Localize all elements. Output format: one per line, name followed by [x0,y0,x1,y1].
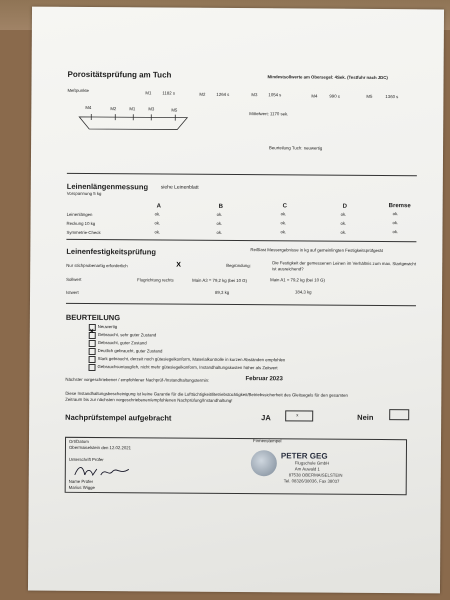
disclaimer-line-1: Diese Instandhaltungsbescheinigung ist keine Garantie für die Lufttüchtigkeit/Betriebstüchtigkeit/Betriebssicherheit des Gleitsegels für den gesamten [65,390,348,398]
col-brake: Bremse [388,203,411,210]
option-checkbox-good[interactable] [89,340,96,347]
line-length-title: Leinenlängenmessung [66,181,149,192]
cell: ok. [216,211,223,217]
cloth-assessment: Beurteilung Tuch: neuwertig [269,145,323,151]
option-label: Deutlich gebraucht, guter Zustand [97,348,163,354]
cell: ok. [392,220,399,226]
option-label: Gebraucht, guter Zustand [97,340,147,346]
cell: ok. [340,220,347,226]
min-value-label: Mindestsollwerte am Obersegel: 4Sek. (Testfuhr nach JDC) [267,74,388,81]
row-label-symmetry: Symmetrie-Check [66,229,101,236]
m1-point: M1 [145,90,152,96]
not-required-label: Nur stichprobenartig erforderlich [66,262,128,269]
row-label-stretch: Reckung 10 kg [66,220,96,227]
col-d: D [342,203,348,210]
m5-point: M5 [366,93,373,99]
option-label: Stark gebraucht, derzeit noch gütesiegelkonform, Materialkontrolle in kurzen Abständen empfohlen [97,356,286,363]
reason-label: Begründung: [226,262,251,269]
strength-title: Leinenfestigkeitsprüfung [66,246,156,257]
m1-value: 1182 s [162,90,176,96]
section-divider [66,239,416,242]
nein-label: Nein [357,412,374,422]
actual-a3: 89,3 kg [215,289,230,295]
ja-label: JA [261,413,271,423]
name-label: Name Prüfer [68,478,94,485]
stamp-applied-label: Nachprüfstempel aufgebracht [65,412,172,423]
cell: ok. [280,211,287,217]
not-required-x-mark: X [176,261,181,269]
cell: ok. [216,220,223,226]
mean-value: Mittelwert: 1170 sek. [249,111,289,117]
line-length-subtitle: siehe Leinenblatt [160,184,199,191]
cell: ok. [392,229,399,235]
cell: ok. [280,220,287,226]
place-date-value: Obermaiselstein den 12.02.2021 [68,444,132,451]
target-label: Sollwert [66,276,82,282]
company-street: Am Auwald 1 [294,466,320,472]
nein-checkbox[interactable] [389,409,409,420]
section-divider [67,173,417,176]
m5-value: 1360 s [385,94,399,100]
diagram-label-m3: M3 [148,106,155,112]
company-phone: Tel. 08326/38036, Fax 38037 [283,478,340,484]
section-divider [66,303,416,306]
option-checkbox-unfit[interactable] [89,364,96,371]
next-check-date: Februar 2023 [245,376,283,383]
option-checkbox-heavily-used[interactable] [89,356,96,363]
disclaimer-line-2: Zeitraum bis zur nächsten vorgeschriebenen/empfohlenen Nachprüfung/Instandhaltung! [65,396,233,403]
company-subtitle: Flugschule GmbH [294,460,330,466]
company-stamp-label: Firmenstempel [253,438,282,444]
target-main-a3: Main A3 = 79,2 kg (bei 10 G) [192,277,247,284]
ja-check-mark: x [296,412,299,418]
actual-label: Istwert [66,289,79,295]
cell: ok. [340,211,347,217]
diagram-label-m4: M4 [85,104,92,110]
company-name: PETER GEG [280,451,328,461]
ja-checkbox[interactable] [285,410,313,421]
option-checkbox-clearly-used[interactable] [89,348,96,355]
place-date-label: Ort/Datum [68,438,89,444]
m4-value: 990 s [329,93,340,99]
name-value: Marius Wigge [68,484,95,491]
cell: ok. [154,220,161,226]
wing-diagram [77,111,189,134]
cell: ok. [340,229,347,235]
row-label-lengths: Leinenlängen [66,211,93,217]
col-b: B [218,203,224,210]
cell: ok. [154,229,161,235]
very-good-check-mark: X [89,328,94,336]
m4-point: M4 [311,93,318,99]
company-logo-icon [251,450,277,476]
signature-scribble [73,463,133,479]
option-label: Gebraucht, sehr guter Zustand [97,332,157,338]
diagram-label-m1: M1 [129,106,136,112]
cell: ok. [154,211,161,217]
target-type: Flugrichtung rechts [137,277,174,283]
col-c: C [282,203,288,210]
diagram-label-m2: M2 [110,106,117,112]
m2-point: M2 [199,91,206,97]
company-city: 87538 OBERMAISELSTEIN [288,472,343,478]
cell: ok. [216,229,223,235]
option-label: Gebrauchsuntauglich, nicht mehr gütesiegelkonform, Instandhaltungskosten höher als Zeitwert [97,364,278,371]
m3-point: M3 [251,92,258,98]
signature-label: Unterschrift Prüfer [68,456,104,463]
cell: ok. [280,229,287,235]
col-a: A [156,203,162,210]
target-main-a1: Main A1 = 79,2 kg (bei 10 G) [270,277,325,283]
option-label: Neuwertig [97,324,118,330]
m2-value: 1264 s [216,91,230,97]
m3-value: 1054 s [268,92,282,98]
strength-header-note: Reißlast Messergebnisse in kg auf gemeinlingten Festigkeitsprüfgerät [250,247,383,254]
measure-label: Meßpunkte [67,87,89,93]
cell: ok. [392,211,399,217]
pretension-label: Vorspannung 5 kg [66,190,102,197]
reason-text-1: Die Festigkeit der gemessenen Leinen im Verhältnis zum max. Startgewicht [272,260,417,267]
evaluation-title: BEURTEILUNG [65,312,121,323]
diagram-label-m5: M5 [171,107,178,113]
next-check-label: Nächster vorgeschriebener / empfohlener Nachprüf-/Instandhaltungstermin: [65,376,210,383]
document-title: Porositätsprüfung am Tuch [67,69,172,80]
reason-text-2: ist ausreichend? [272,266,304,272]
inspection-document [28,7,444,594]
actual-a1: 184,3 kg [295,289,312,295]
